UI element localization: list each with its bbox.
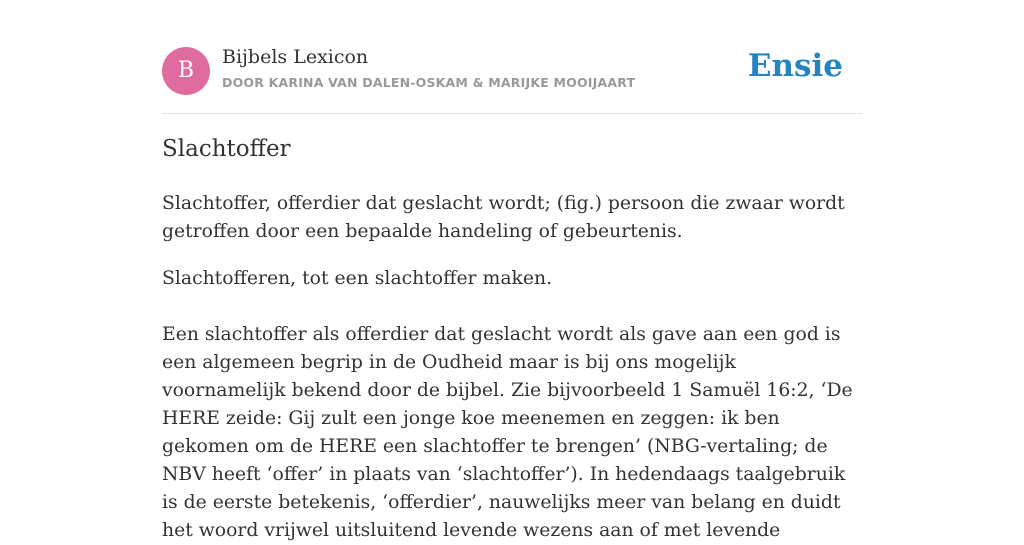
- definition-paragraph: Slachtoffer, offerdier dat geslacht wordt; (fig.) persoon die zwaar wordt getroffen door een bepaalde handeling of gebeurtenis.: [162, 193, 845, 242]
- entry-content: [162, 190, 862, 545]
- book-avatar[interactable]: B: [162, 47, 210, 95]
- body-paragraph: Een slachtoffer als offerdier dat geslacht wordt als gave aan een god is een algemeen begrip in de Oudheid maar is bij ons mogelijk voornamelijk bekend door de bijbel. Zie bijvoorbeeld 1 Samuël 16:2, ‘De HERE zeide: Gij zult een jonge koe meenemen en zeggen: ik ben gekomen om de HERE een slachtoffer te brengen’ (NBG-vertaling; de NBV heeft ‘offer’ in plaats van ‘slachtoffer’). In hedendaags taalgebruik is de eerste betekenis, ‘offerdier’, nauwelijks meer van belang en duidt het woord vrijwel uitsluitend levende wezens aan of met levende: [162, 324, 853, 541]
- definition-paragraph: Slachtofferen, tot een slachtoffer maken.: [162, 268, 553, 289]
- page-header: [162, 40, 862, 114]
- book-title-link[interactable]: Bijbels Lexicon: [222, 46, 369, 68]
- book-authors: DOOR KARINA VAN DALEN-OSKAM & MARIJKE MOOIJAART: [222, 75, 636, 90]
- entry-title: Slachtoffer: [162, 136, 291, 162]
- ensie-logo[interactable]: Ensie: [747, 48, 843, 84]
